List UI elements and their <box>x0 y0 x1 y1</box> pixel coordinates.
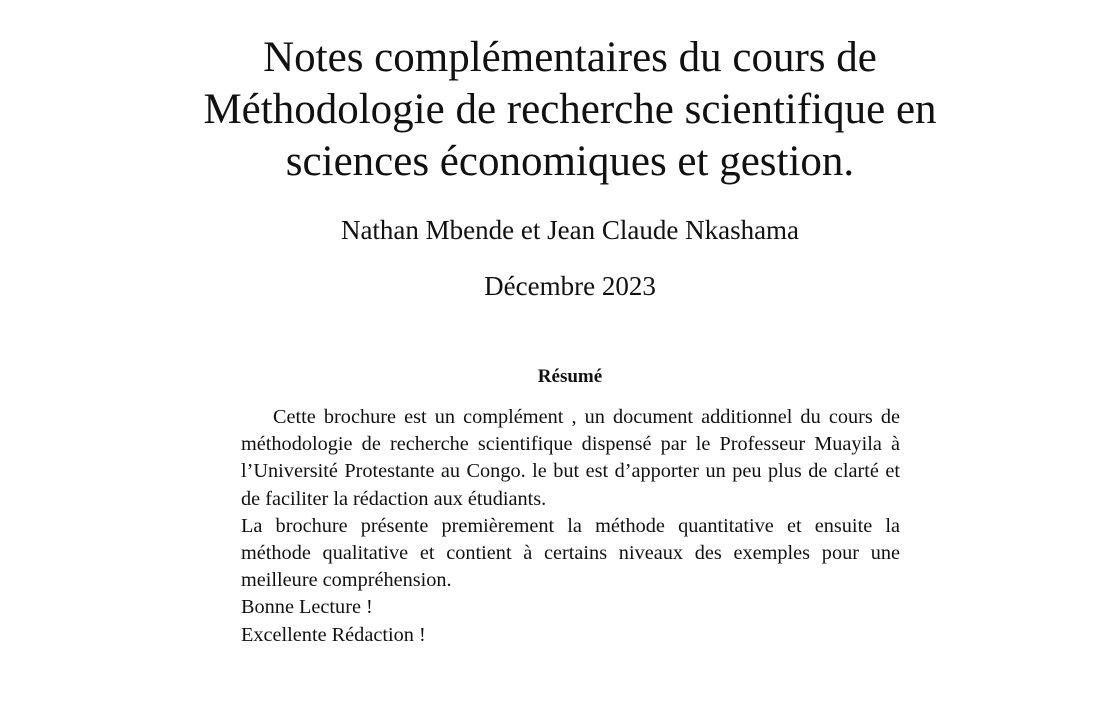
abstract-body <box>241 404 900 649</box>
document-authors: Nathan Mbende et Jean Claude Nkashama <box>340 215 800 245</box>
abstract-closing-line: Excellente Rédaction ! <box>241 623 426 646</box>
title-line: sciences économiques et gestion. <box>285 138 855 185</box>
abstract-closing-line: Bonne Lecture ! <box>241 596 373 619</box>
abstract-paragraph: Cette brochure est un complément , un document additionnel du cours de méthodologie de recherche scientifique dispensé par le Professeur Muayila à l’Université Protestante au Congo. le but est d’apporter un peu plus de clarté et de faciliter la rédaction aux étudiants. <box>241 406 900 510</box>
document-title <box>140 32 1000 188</box>
title-line: Notes complémentaires du cours de <box>263 34 877 81</box>
abstract-heading: Résumé <box>537 366 603 387</box>
abstract-paragraph: La brochure présente premièrement la méthode quantitative et ensuite la méthode qualitative et contient à certains niveaux des exemples pour une meilleure compréhension. <box>241 514 900 592</box>
document-date: Décembre 2023 <box>484 271 656 301</box>
title-line: Méthodologie de recherche scientifique en <box>203 86 937 133</box>
